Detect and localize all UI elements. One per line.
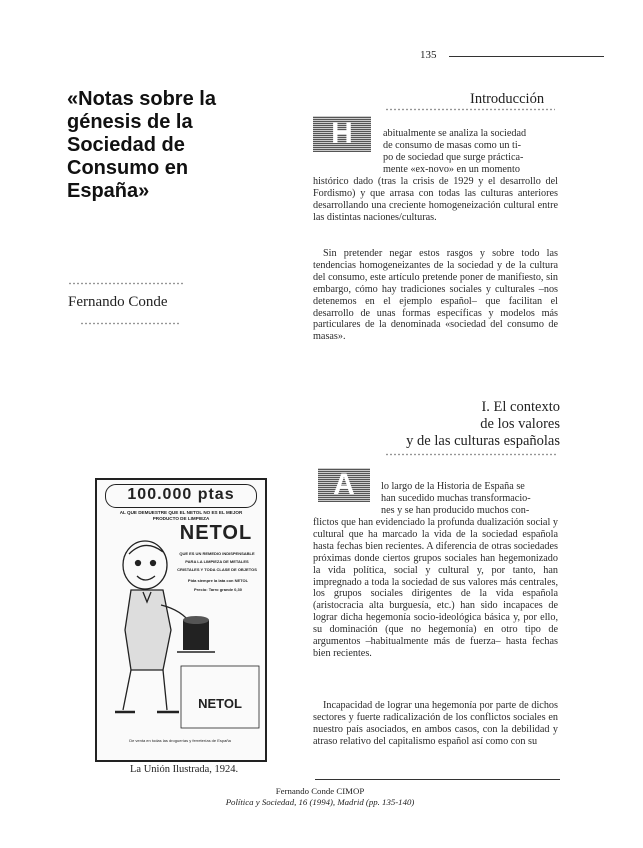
author-dotted-rule-top [68, 282, 183, 285]
figure-caption: La Unión Ilustrada, 1924. [130, 764, 239, 775]
figure-body [125, 590, 171, 670]
section1-line: lo largo de la Historia de España se [381, 481, 525, 492]
figure-head [123, 541, 167, 589]
section1-line: han sucedido muchas transformacio- [381, 492, 531, 504]
advert-price-text: Precio: Tarro grande 0,30 [194, 587, 242, 592]
article-title: «Notas sobre la génesis de la Sociedad de Consumo en España» [67, 88, 216, 202]
section1-indented-lines [381, 481, 558, 517]
author-name: Fernando Conde [68, 294, 168, 310]
intro-line: de consumo de masas como un ti- [383, 139, 522, 151]
section1-paragraph-2: Incapacidad de lograr una hegemonía por parte de dichos sectores y fuerte radicalización de los conflictos sociales en nuestro país asociados, en ambos casos, con la debilidad y atraso relativo del capitalismo español así como con su [313, 700, 558, 747]
section1-heading-line2: de los valores [480, 416, 560, 432]
netol-advert-illustration [95, 478, 267, 762]
intro-dropcap-letter: H [331, 117, 353, 150]
advert-claim-line: QUE ES UN REMEDIO INDISPENSABLE [179, 551, 255, 556]
advert-footer-text: De venta en todas las droguerías y ferreterías de España [129, 738, 231, 743]
advert-brand: NETOL [179, 522, 253, 544]
product-tin [177, 616, 215, 652]
figure-mustache [137, 576, 155, 580]
advert-drawing [97, 480, 265, 760]
advert-prize: 100.000 ptas [127, 486, 235, 503]
advert-bottle-text: Pida siempre la lata con NETOL [187, 578, 249, 583]
section1-heading-line1: I. El contexto [481, 399, 560, 415]
header-rule [449, 56, 604, 57]
intro-dotted-rule [385, 108, 555, 111]
section1-heading-line3: y de las culturas españolas [406, 433, 560, 449]
author-dotted-rule-bottom [80, 322, 180, 325]
footer-line-2: Política y Sociedad, 16 (1994), Madrid (pp. 135-140) [225, 797, 415, 807]
figure-eye [136, 561, 141, 566]
intro-indented-lines [383, 128, 558, 176]
gentleman-figure [115, 541, 192, 712]
advert-claim-line: CRISTALES Y TODA CLASE DE OBJETOS [177, 567, 257, 572]
advert-claim-line: PARA LA LIMPIEZA DE METALES [185, 559, 249, 564]
intro-paragraph-1: histórico dado (tras la crisis de 1929 y el desarrollo del Fordismo) y que arrasa con todas las culturas anteriores desarrollando una creciente homogeneización cultural entre las distintas naciones/culturas. [313, 176, 558, 223]
section1-dotted-rule [385, 453, 558, 456]
intro-line: abitualmente se analiza la sociedad [383, 128, 527, 139]
intro-line: po de sociedad que surge práctica- [383, 151, 524, 163]
page-number: 135 [420, 49, 437, 61]
section1-heading [380, 399, 560, 450]
advert-brand-small: NETOL [198, 696, 242, 711]
section1-paragraph-1: flictos que han evidenciado la profunda dualización social y cultural que ha marcado la vida de la sociedad española hasta fechas bien recientes. A diferencia de otras sociedades próximas donde ciertos grupos sociales han hegemonizado la vida política, social y cultural y, por tanto, han impregnado a toda la sociedad de sus valores más centrales, los grupos sociales dirigentes de la vida española (aristocracia alta burguesía, etc.) han sido incapaces de lograr dicha hegemonía socio-ideológica básica y, por ello, su dominación (que no hegemonía) en otro tipo de argumentos –habitualmente más de fuerza– hasta fechas bien recientes. [313, 517, 558, 659]
intro-line: mente «ex-novo» en un momento [383, 163, 520, 175]
intro-paragraph-2: Sin pretender negar estos rasgos y sobre todo las tendencias homogeneizantes de la sociedad y de la cultura del consumo, este artículo pretende poner de manifiesto, sin embargo, cómo hay tradiciones sociales y culturales –nos detenemos en el ejemplo español– que facilitan el desarrollo de unas formas específicas y modelos más particulares de la denominada «sociedad del consumo de masas». [313, 248, 558, 343]
figure-hair [129, 545, 163, 554]
footer-line-1: Fernando Conde CIMOP [275, 786, 365, 796]
figure-eye [151, 561, 156, 566]
intro-dropcap [313, 116, 371, 152]
section1-line: nes y se han producido muchos con- [381, 504, 530, 516]
section1-dropcap [318, 468, 370, 502]
intro-heading: Introducción [470, 91, 545, 107]
footer-rule [315, 779, 560, 780]
advert-subtitle: AL QUE DEMUESTRE QUE EL NETOL NO ES EL MEJOR PRODUCTO DE LIMPIEZA [119, 510, 243, 521]
figure-legs [123, 670, 167, 710]
section1-dropcap-letter: A [333, 468, 355, 501]
